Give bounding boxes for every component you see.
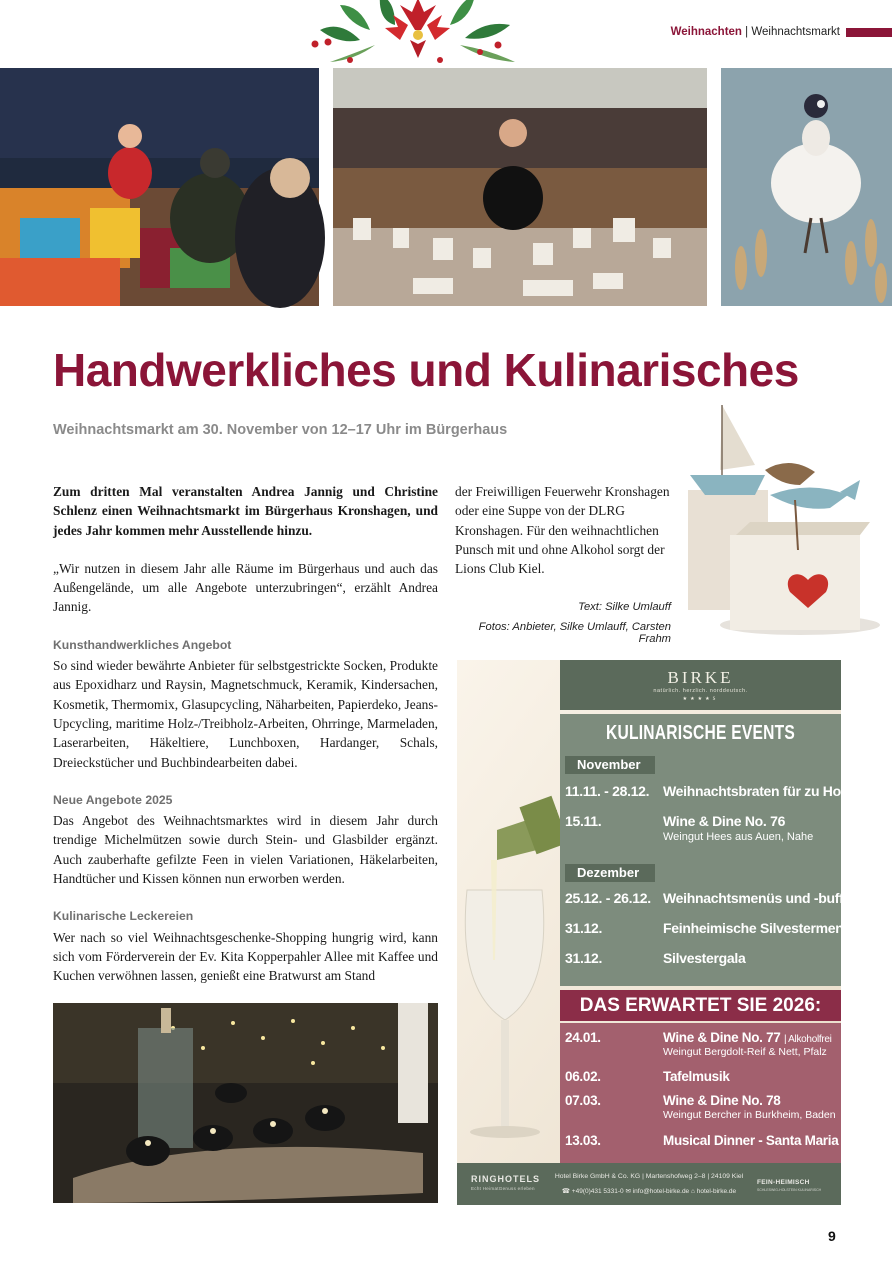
event-title: Tafelmusik xyxy=(663,1069,730,1084)
event-title-extra: | Alkoholfrei xyxy=(783,1034,832,1045)
events-title: KULINARISCHE EVENTS xyxy=(605,722,796,744)
month-label-december: Dezember xyxy=(565,864,655,882)
event-title xyxy=(663,1030,832,1045)
photo-candle-arrangement xyxy=(53,1003,438,1203)
page-title: Handwerkliches und Kulinarisches xyxy=(53,344,799,396)
culinary-events-box xyxy=(560,714,865,986)
ad-footer xyxy=(457,1163,841,1205)
section-text-food: Wer nach so viel Weihnachtsgeschenke-Shopping hungrig wird, kann sich vom Förderverein der Ev. Kita Kopperpahler Allee mit Kaffee und Kuchen verwöhnen lassen, genießt eine Bratwurst am Stand xyxy=(53,929,438,984)
photo-felted-fairy xyxy=(721,68,892,306)
event-date: 13.03. xyxy=(565,1133,601,1148)
logo-stars: ★★★★S xyxy=(682,697,719,702)
feinheimisch-tagline: SCHLESWIG-HOLSTEIN KULINARISCH xyxy=(757,1188,822,1192)
hotel-contact: ☎ +49(0)431 5331-0 ✉ info@hotel-birke.de ⌂ hotel-birke.de xyxy=(561,1188,737,1195)
event-date: 15.11. xyxy=(565,813,602,829)
event-title: Wine & Dine No. 76 xyxy=(663,813,786,829)
article-continuation: der Freiwilligen Feuerwehr Kronshagen oder eine Suppe von der DLRG Kronshagen. Für den weihnachtlichen Punsch mit und ohne Alkohol sorgt der Lions Club Kiel. xyxy=(455,484,670,577)
event-title: Silvestergala xyxy=(663,950,746,966)
page-number: 9 xyxy=(828,1228,836,1244)
events-2026-title: DAS ERWARTET SIE 2026: xyxy=(560,990,841,1021)
hotel-birke-advertisement xyxy=(457,660,865,1205)
photo-market-hall-crowd xyxy=(333,68,707,306)
ringhotels-logo: RINGHOTELS xyxy=(471,1174,541,1184)
breadcrumb-subsection: Weihnachtsmarkt xyxy=(751,26,840,38)
breadcrumb xyxy=(671,26,840,38)
event-subtitle: Weingut Bergdolt-Reif & Nett, Pfalz xyxy=(663,1046,827,1058)
photo-credit: Fotos: Anbieter, Silke Umlauff, Carsten Frahm xyxy=(478,621,671,645)
article-column-1 xyxy=(53,482,438,1005)
page-subtitle: Weihnachtsmarkt am 30. November von 12–17 Uhr im Bürgerhaus xyxy=(53,422,508,438)
christmas-leaves-decoration-icon xyxy=(300,0,530,68)
event-date: 07.03. xyxy=(565,1093,601,1108)
month-label-november: November xyxy=(565,756,655,774)
section-heading-crafts: Kunsthandwerkliches Angebot xyxy=(53,637,232,652)
event-date: 06.02. xyxy=(565,1069,601,1084)
ringhotels-tagline: Echt HeimatGenuss erleben xyxy=(471,1186,535,1191)
breadcrumb-section: Weihnachten xyxy=(670,26,742,38)
logo-brand: BIRKE xyxy=(667,668,734,687)
logo-tagline: natürlich. herzlich. norddeutsch. xyxy=(653,688,748,694)
photo-market-stand-bags xyxy=(0,68,319,306)
event-date: 31.12. xyxy=(565,950,603,966)
section-heading-food: Kulinarische Leckereien xyxy=(53,909,194,924)
event-title: Weihnachtsmenüs und -buffet xyxy=(663,890,856,906)
event-title: Weihnachtsbraten für zu House xyxy=(663,783,865,799)
section-text-crafts: So sind wieder bewährte Anbieter für selbstgestrickte Socken, Produkte aus Epoxidharz und Raysin, Magnetschmuck, Keramik, Kindersachen, Kosmetik, Thermomix, Glasupcycling, Näharbeiten, Papierdeko, Jeans-Upcycling, maritime Holz-/Treibholz-Arbeiten, Ohrringe, Marmeladen, Laserarbeiten, Häkeltiere, Lunchboxen, Hardanger, Schals, Dreieckstücher und Buchbindearbeiten dabei. xyxy=(53,658,439,770)
event-date: 31.12. xyxy=(565,920,603,936)
text-credit: Text: Silke Umlauff xyxy=(578,601,671,613)
event-subtitle: Weingut Hees aus Auen, Nahe xyxy=(663,831,814,843)
photo-wooden-boat-deco xyxy=(680,400,892,640)
event-date: 24.01. xyxy=(565,1030,601,1045)
hotel-address: Hotel Birke GmbH & Co. KG | Martenshofweg 2–8 | 24109 Kiel xyxy=(554,1173,744,1180)
event-title-text: Wine & Dine No. 77 xyxy=(663,1030,781,1045)
event-title: Feinheimische Silvestermenüs xyxy=(663,920,860,936)
header-accent-bar xyxy=(846,28,892,37)
hotel-birke-logo xyxy=(560,660,841,710)
section-text-new: Das Angebot des Weihnachtsmarktes wird in diesem Jahr durch trendige Michelmützen sowie durch Stein- und Glasbilder ergänzt. Auch zauberhafte gefilzte Feen in vielen Variationen, Häkelarbeiten, Handtücher und Kissen können nun erworben werden. xyxy=(53,813,438,887)
event-subtitle: Weingut Bercher in Burkheim, Baden xyxy=(663,1109,836,1121)
article-lead: Zum dritten Mal veranstalten Andrea Jannig und Christine Schlenz einen Weihnachtsmarkt im Bürgerhaus Kronshagen, und jedes Jahr kommen mehr Ausstellende hinzu. xyxy=(53,484,438,538)
article-quote: „Wir nutzen in diesem Jahr alle Räume im Bürgerhaus und auch das Außengelände, um alle Angebote unterzubringen“, erzählt Andrea Jannig. xyxy=(53,560,438,615)
events-2026-box xyxy=(560,1023,841,1163)
feinheimisch-logo: FEIN-HEIMISCH xyxy=(757,1179,810,1186)
section-heading-new: Neue Angebote 2025 xyxy=(53,792,173,807)
event-date: 25.12. - 26.12. xyxy=(565,890,651,906)
event-title: Wine & Dine No. 78 xyxy=(663,1093,781,1108)
event-title: Musical Dinner - Santa Maria xyxy=(663,1133,839,1148)
event-date: 11.11. - 28.12. xyxy=(565,783,650,799)
breadcrumb-separator: | xyxy=(745,26,749,38)
